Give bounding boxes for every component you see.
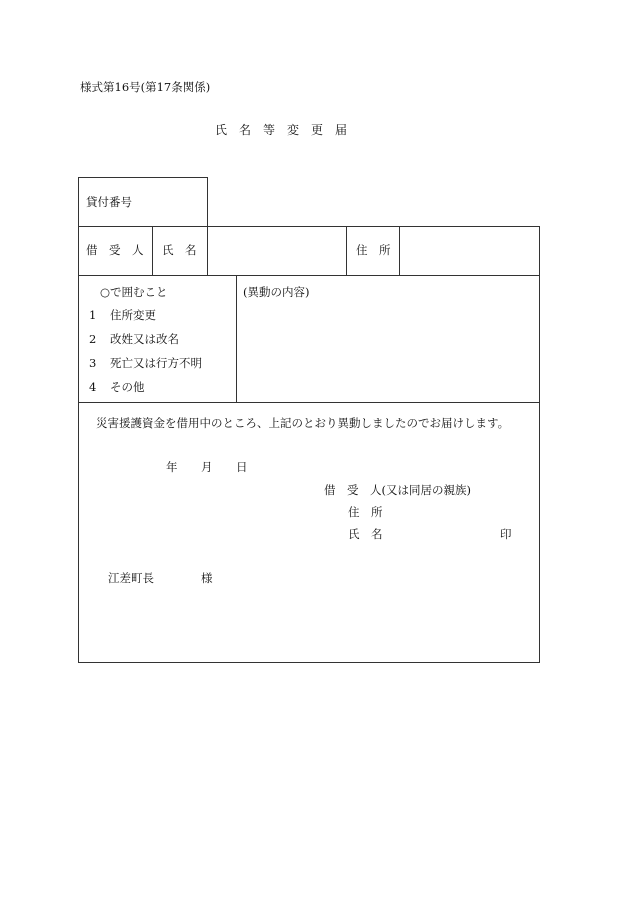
signer-borrower: 借 受 人(又は同居の親族) xyxy=(324,483,471,497)
change-details-field[interactable] xyxy=(238,302,537,400)
option-label: 改姓又は改名 xyxy=(109,332,179,346)
option-number: 1 xyxy=(89,308,97,322)
list-item[interactable] xyxy=(89,382,144,394)
addressee-office: 江差町長 xyxy=(108,571,154,585)
name-label: 氏 名 xyxy=(162,243,197,257)
form-number: 様式第16号(第17条関係) xyxy=(80,80,211,94)
list-item[interactable] xyxy=(89,358,202,370)
circle-instruction: ○で囲むこと xyxy=(100,285,168,299)
option-label: その他 xyxy=(109,380,145,394)
address-field[interactable] xyxy=(401,228,537,273)
loan-number-label: 貸付番号 xyxy=(86,195,132,209)
option-number: 3 xyxy=(89,356,97,370)
option-number: 2 xyxy=(89,332,97,346)
list-item[interactable] xyxy=(89,334,179,346)
signer-name: 氏 名 xyxy=(348,527,383,541)
borrower-label: 借 受 人 xyxy=(86,243,144,257)
address-label: 住 所 xyxy=(356,243,391,257)
signer-address: 住 所 xyxy=(348,505,383,519)
date-month: 月 xyxy=(201,460,213,474)
option-label: 死亡又は行方不明 xyxy=(109,356,202,370)
date-year: 年 xyxy=(166,460,178,474)
date-day: 日 xyxy=(236,460,248,474)
seal-mark: 印 xyxy=(500,527,512,541)
change-details-label: (異動の内容) xyxy=(243,285,310,299)
list-item[interactable] xyxy=(89,310,156,322)
name-field[interactable] xyxy=(209,228,344,273)
declaration-text: 災害援護資金を借用中のところ、上記のとおり異動しましたのでお届けします。 xyxy=(96,416,510,430)
page-title: 氏 名 等 変 更 届 xyxy=(215,123,348,137)
option-number: 4 xyxy=(89,380,97,394)
option-label: 住所変更 xyxy=(109,308,156,322)
addressee-honorific: 様 xyxy=(201,571,213,585)
